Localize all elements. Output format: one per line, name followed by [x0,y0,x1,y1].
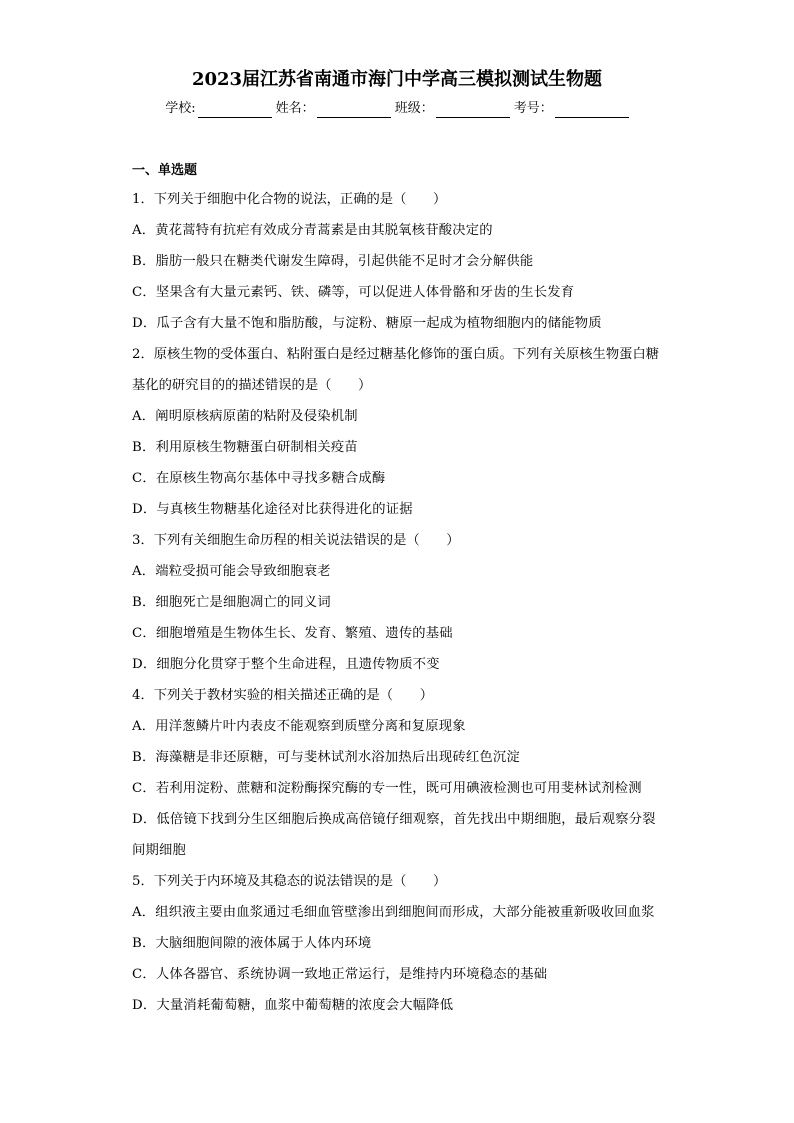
question-4 [132,680,662,866]
option-d[interactable]: D．细胞分化贯穿于整个生命进程，且遗传物质不变 [132,657,440,672]
question-stem: 2．原核生物的受体蛋白、粘附蛋白是经过糖基化修饰的蛋白质。下列有关原核生物蛋白糖基化的研究目的的描述错误的是（ ） [132,347,660,393]
option-b[interactable]: B．海藻糖是非还原糖，可与斐林试剂水浴加热后出现砖红色沉淀 [132,750,520,765]
option-d[interactable]: D．瓜子含有大量不饱和脂肪酸，与淀粉、糖原一起成为植物细胞内的储能物质 [132,316,602,331]
school-label: 学校: [165,101,196,116]
student-info-row [132,100,662,118]
name-blank[interactable] [317,103,391,118]
class-field [395,100,510,118]
question-list [132,184,662,1021]
exam-no-blank[interactable] [555,103,629,118]
option-c[interactable]: C．坚果含有大量元素钙、铁、磷等，可以促进人体骨骼和牙齿的生长发育 [132,285,575,300]
question-2 [132,339,662,525]
option-a[interactable]: A．端粒受损可能会导致细胞衰老 [132,564,331,579]
option-a[interactable]: A．阐明原核病原菌的粘附及侵染机制 [132,409,358,424]
page-title: 2023届江苏省南通市海门中学高三模拟测试生物题 [191,69,603,90]
option-b[interactable]: B．大脑细胞间隙的液体属于人体内环境 [132,936,372,951]
option-b[interactable]: B．脂肪一般只在糖类代谢发生障碍，引起供能不足时才会分解供能 [132,254,534,269]
exam-no-field [514,100,629,118]
option-d[interactable]: D．大量消耗葡萄糖，血浆中葡萄糖的浓度会大幅降低 [132,998,454,1013]
option-c[interactable]: C．在原核生物高尔基体中寻找多糖合成酶 [132,471,386,486]
question-5 [132,866,662,1021]
option-a[interactable]: A．黄花蒿特有抗疟有效成分青蒿素是由其脱氧核苷酸决定的 [132,223,493,238]
school-field [165,100,271,118]
option-c[interactable]: C．人体各器官、系统协调一致地正常运行，是维持内环境稳态的基础 [132,967,548,982]
name-field [276,100,391,118]
option-d[interactable]: D．与真核生物糖基化途径对比获得进化的证据 [132,502,413,517]
question-1 [132,184,662,339]
option-c[interactable]: C．若利用淀粉、蔗糖和淀粉酶探究酶的专一性，既可用碘液检测也可用斐林试剂检测 [132,781,642,796]
option-c[interactable]: C．细胞增殖是生物体生长、发育、繁殖、遗传的基础 [132,626,453,641]
option-d[interactable]: D．低倍镜下找到分生区细胞后换成高倍镜仔细观察，首先找出中期细胞，最后观察分裂间期细胞 [132,812,656,858]
name-label: 姓名： [275,101,315,116]
option-b[interactable]: B．细胞死亡是细胞凋亡的同义词 [132,595,331,610]
question-stem: 4．下列关于教材实验的相关描述正确的是（ ） [132,688,433,703]
section-heading: 一、单选题 [132,163,198,178]
class-blank[interactable] [436,103,510,118]
option-a[interactable]: A．用洋葱鳞片叶内表皮不能观察到质壁分离和复原现象 [132,719,466,734]
question-stem: 1．下列关于细胞中化合物的说法，正确的是（ ） [132,192,447,207]
option-b[interactable]: B．利用原核生物糖蛋白研制相关疫苗 [132,440,358,455]
school-blank[interactable] [198,103,272,118]
question-stem: 5．下列关于内环境及其稳态的说法错误的是（ ） [132,874,447,889]
option-a[interactable]: A．组织液主要由血浆通过毛细血管壁渗出到细胞间而形成，大部分能被重新吸收回血浆 [132,905,655,920]
exam-no-label: 考号： [513,101,553,116]
question-3 [132,525,662,680]
question-stem: 3．下列有关细胞生命历程的相关说法错误的是（ ） [132,533,460,548]
class-label: 班级： [394,101,434,116]
